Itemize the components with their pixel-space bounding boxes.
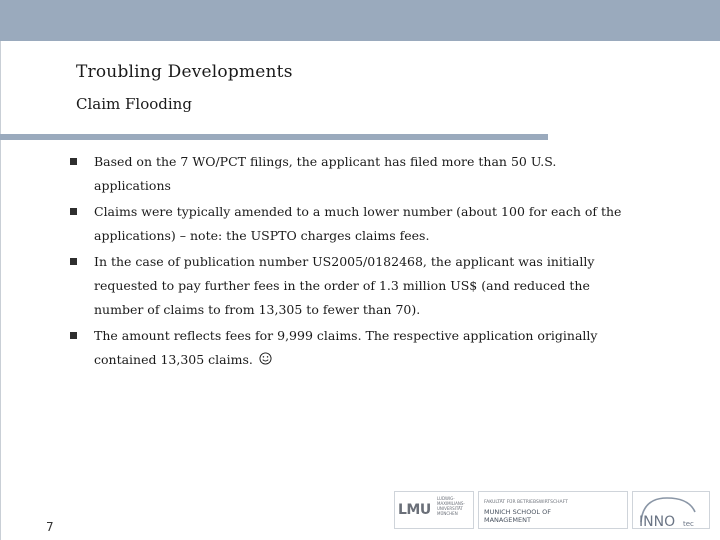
square-bullet-icon — [70, 258, 77, 265]
slide-title: Troubling Developments — [76, 62, 293, 82]
lmu-logo — [394, 491, 474, 529]
square-bullet-icon — [70, 208, 77, 215]
bullet-text: In the case of publication number US2005/0182468, the applicant was initially requested to pay further fees in the order of 1.3 million US$ (and reduced the number of claims to from 13,305 to fewer than 70). — [94, 254, 595, 317]
bullet-text: The amount reflects fees for 9,999 claims. The respective application originally contained 13,305 claims. — [94, 328, 598, 367]
smiley-icon — [259, 352, 272, 365]
bullet-item — [70, 150, 630, 198]
bullet-item — [70, 250, 630, 322]
bullet-item — [70, 324, 630, 372]
msm-name — [484, 508, 551, 524]
bullet-item — [70, 200, 630, 248]
lmu-text: LUDWIG-MAXIMILIANS-UNIVERSITÄT MÜNCHEN — [437, 496, 465, 516]
bullet-text: Claims were typically amended to a much lower number (about 100 for each of the applications) – note: the USPTO charges claims fees. — [94, 204, 622, 243]
bullet-text: Based on the 7 WO/PCT filings, the applicant has filed more than 50 U.S. applications — [94, 154, 557, 193]
innotec-logo — [632, 491, 710, 529]
slide-subtitle: Claim Flooding — [76, 95, 192, 113]
msm-line-2: MANAGEMENT — [484, 516, 531, 524]
msm-faculty-text: FAKULTÄT FÜR BETRIEBSWIRTSCHAFT — [484, 500, 568, 505]
msm-logo — [478, 491, 628, 529]
header-divider — [0, 134, 548, 140]
page-number: 7 — [46, 520, 54, 534]
msm-line-1: MUNICH SCHOOL OF — [484, 508, 551, 516]
footer-logos — [0, 491, 720, 529]
innotec-sub: tec — [683, 520, 694, 528]
innotec-text: INNO — [639, 514, 676, 530]
innotec-mark-icon — [633, 492, 711, 530]
square-bullet-icon — [70, 158, 77, 165]
bullet-list — [70, 150, 630, 374]
square-bullet-icon — [70, 332, 77, 339]
top-band — [0, 0, 720, 41]
lmu-mark: LMU — [398, 502, 431, 518]
left-rule — [0, 41, 1, 540]
